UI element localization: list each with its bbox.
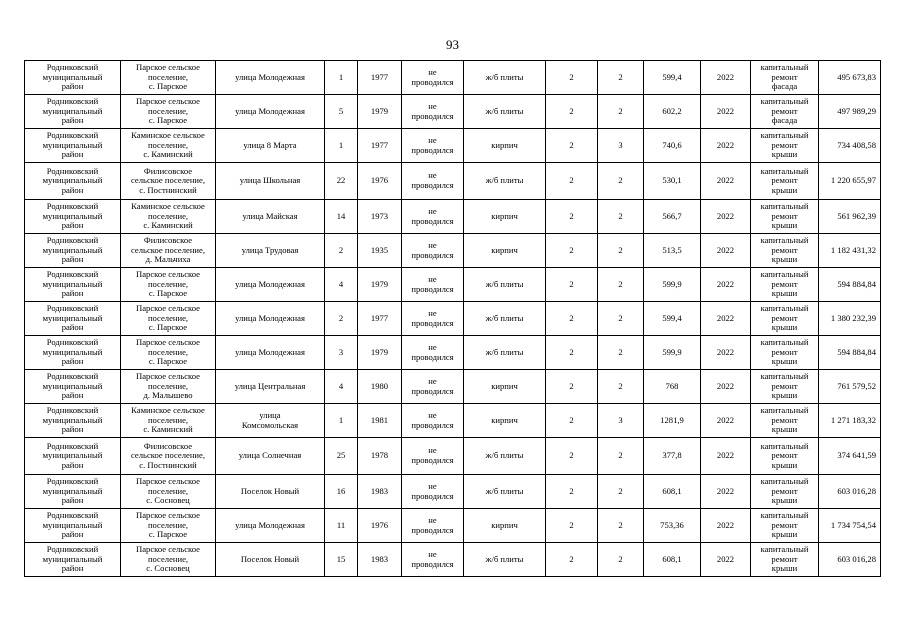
build-year-cell: 1983 [358, 543, 402, 577]
work-type-cell: капитальный ремонт крыши [751, 370, 819, 404]
district-cell: Родниковский муниципальный район [25, 404, 121, 438]
work-type-cell: капитальный ремонт крыши [751, 475, 819, 509]
cost-cell: 594 884,84 [819, 268, 881, 302]
plan-year-cell: 2022 [701, 475, 751, 509]
district-cell: Родниковский муниципальный район [25, 438, 121, 475]
street-cell: улица Молодежная [216, 509, 325, 543]
house-number-cell: 11 [325, 509, 358, 543]
build-year-cell: 1976 [358, 163, 402, 200]
floors-cell: 2 [546, 404, 598, 438]
district-cell: Родниковский муниципальный район [25, 61, 121, 95]
last-repair-cell: не проводился [402, 200, 464, 234]
build-year-cell: 1979 [358, 95, 402, 129]
last-repair-cell: не проводился [402, 438, 464, 475]
district-cell: Родниковский муниципальный район [25, 163, 121, 200]
house-number-cell: 14 [325, 200, 358, 234]
floors-cell: 2 [546, 234, 598, 268]
settlement-cell: Каминское сельское поселение, с. Каминский [121, 200, 216, 234]
area-cell: 566,7 [644, 200, 701, 234]
street-cell: улица Молодежная [216, 61, 325, 95]
cost-cell: 603 016,28 [819, 543, 881, 577]
entrances-cell: 2 [598, 234, 644, 268]
plan-year-cell: 2022 [701, 129, 751, 163]
table-row [25, 61, 881, 95]
street-cell: улица Солнечная [216, 438, 325, 475]
house-number-cell: 15 [325, 543, 358, 577]
house-number-cell: 2 [325, 234, 358, 268]
build-year-cell: 1978 [358, 438, 402, 475]
street-cell: улица Молодежная [216, 95, 325, 129]
work-type-cell: капитальный ремонт крыши [751, 200, 819, 234]
table-row [25, 509, 881, 543]
cost-cell: 1 220 655,97 [819, 163, 881, 200]
table-row [25, 302, 881, 336]
wall-material-cell: ж/б плиты [464, 336, 546, 370]
district-cell: Родниковский муниципальный район [25, 129, 121, 163]
wall-material-cell: кирпич [464, 509, 546, 543]
district-cell: Родниковский муниципальный район [25, 336, 121, 370]
build-year-cell: 1977 [358, 61, 402, 95]
plan-year-cell: 2022 [701, 95, 751, 129]
settlement-cell: Парское сельское поселение, с. Парское [121, 336, 216, 370]
table-row [25, 404, 881, 438]
table-row [25, 475, 881, 509]
street-cell: улица Комсомольская [216, 404, 325, 438]
district-cell: Родниковский муниципальный район [25, 234, 121, 268]
work-type-cell: капитальный ремонт крыши [751, 404, 819, 438]
wall-material-cell: ж/б плиты [464, 268, 546, 302]
cost-cell: 1 182 431,32 [819, 234, 881, 268]
cost-cell: 374 641,59 [819, 438, 881, 475]
settlement-cell: Филисовское сельское поселение, д. Мальчиха [121, 234, 216, 268]
settlement-cell: Филисовское сельское поселение, с. Постнинский [121, 438, 216, 475]
settlement-cell: Парское сельское поселение, с. Парское [121, 268, 216, 302]
area-cell: 599,4 [644, 61, 701, 95]
entrances-cell: 2 [598, 61, 644, 95]
settlement-cell: Филисовское сельское поселение, с. Постнинский [121, 163, 216, 200]
district-cell: Родниковский муниципальный район [25, 370, 121, 404]
settlement-cell: Каминское сельское поселение, с. Каминский [121, 129, 216, 163]
build-year-cell: 1981 [358, 404, 402, 438]
cost-cell: 594 884,84 [819, 336, 881, 370]
street-cell: Поселок Новый [216, 475, 325, 509]
street-cell: улица Молодежная [216, 336, 325, 370]
last-repair-cell: не проводился [402, 163, 464, 200]
table-row [25, 336, 881, 370]
plan-year-cell: 2022 [701, 404, 751, 438]
house-number-cell: 5 [325, 95, 358, 129]
last-repair-cell: не проводился [402, 543, 464, 577]
district-cell: Родниковский муниципальный район [25, 200, 121, 234]
build-year-cell: 1983 [358, 475, 402, 509]
last-repair-cell: не проводился [402, 475, 464, 509]
district-cell: Родниковский муниципальный район [25, 268, 121, 302]
work-type-cell: капитальный ремонт крыши [751, 438, 819, 475]
settlement-cell: Парское сельское поселение, с. Парское [121, 61, 216, 95]
floors-cell: 2 [546, 129, 598, 163]
wall-material-cell: ж/б плиты [464, 543, 546, 577]
floors-cell: 2 [546, 268, 598, 302]
plan-year-cell: 2022 [701, 163, 751, 200]
settlement-cell: Парское сельское поселение, д. Малышево [121, 370, 216, 404]
floors-cell: 2 [546, 200, 598, 234]
table-row [25, 163, 881, 200]
work-type-cell: капитальный ремонт крыши [751, 234, 819, 268]
district-cell: Родниковский муниципальный район [25, 302, 121, 336]
area-cell: 599,9 [644, 268, 701, 302]
last-repair-cell: не проводился [402, 404, 464, 438]
last-repair-cell: не проводился [402, 302, 464, 336]
last-repair-cell: не проводился [402, 95, 464, 129]
table-row [25, 129, 881, 163]
floors-cell: 2 [546, 163, 598, 200]
area-cell: 530,1 [644, 163, 701, 200]
wall-material-cell: ж/б плиты [464, 475, 546, 509]
floors-cell: 2 [546, 475, 598, 509]
plan-year-cell: 2022 [701, 268, 751, 302]
entrances-cell: 3 [598, 129, 644, 163]
build-year-cell: 1973 [358, 200, 402, 234]
cost-cell: 603 016,28 [819, 475, 881, 509]
settlement-cell: Парское сельское поселение, с. Сосновец [121, 475, 216, 509]
house-number-cell: 4 [325, 268, 358, 302]
wall-material-cell: ж/б плиты [464, 61, 546, 95]
house-number-cell: 1 [325, 404, 358, 438]
entrances-cell: 2 [598, 200, 644, 234]
cost-cell: 561 962,39 [819, 200, 881, 234]
floors-cell: 2 [546, 370, 598, 404]
area-cell: 513,5 [644, 234, 701, 268]
settlement-cell: Парское сельское поселение, с. Парское [121, 95, 216, 129]
floors-cell: 2 [546, 543, 598, 577]
build-year-cell: 1976 [358, 509, 402, 543]
street-cell: улица Трудовая [216, 234, 325, 268]
area-cell: 740,6 [644, 129, 701, 163]
table-row [25, 543, 881, 577]
table-row [25, 95, 881, 129]
plan-year-cell: 2022 [701, 302, 751, 336]
settlement-cell: Парское сельское поселение, с. Парское [121, 509, 216, 543]
build-year-cell: 1979 [358, 336, 402, 370]
cost-cell: 1 734 754,54 [819, 509, 881, 543]
last-repair-cell: не проводился [402, 129, 464, 163]
street-cell: улица Майская [216, 200, 325, 234]
entrances-cell: 2 [598, 370, 644, 404]
cost-cell: 495 673,83 [819, 61, 881, 95]
last-repair-cell: не проводился [402, 336, 464, 370]
floors-cell: 2 [546, 438, 598, 475]
build-year-cell: 1977 [358, 129, 402, 163]
wall-material-cell: кирпич [464, 200, 546, 234]
wall-material-cell: ж/б плиты [464, 438, 546, 475]
entrances-cell: 2 [598, 163, 644, 200]
wall-material-cell: ж/б плиты [464, 302, 546, 336]
entrances-cell: 2 [598, 543, 644, 577]
district-cell: Родниковский муниципальный район [25, 543, 121, 577]
work-type-cell: капитальный ремонт крыши [751, 129, 819, 163]
table-row [25, 438, 881, 475]
floors-cell: 2 [546, 95, 598, 129]
plan-year-cell: 2022 [701, 438, 751, 475]
entrances-cell: 2 [598, 438, 644, 475]
page-number: 93 [446, 37, 459, 52]
wall-material-cell: кирпич [464, 404, 546, 438]
last-repair-cell: не проводился [402, 268, 464, 302]
house-number-cell: 1 [325, 61, 358, 95]
housing-repair-table [24, 60, 881, 577]
last-repair-cell: не проводился [402, 370, 464, 404]
wall-material-cell: ж/б плиты [464, 95, 546, 129]
area-cell: 1281,9 [644, 404, 701, 438]
build-year-cell: 1979 [358, 268, 402, 302]
floors-cell: 2 [546, 302, 598, 336]
plan-year-cell: 2022 [701, 543, 751, 577]
entrances-cell: 2 [598, 268, 644, 302]
wall-material-cell: кирпич [464, 129, 546, 163]
work-type-cell: капитальный ремонт крыши [751, 268, 819, 302]
district-cell: Родниковский муниципальный район [25, 509, 121, 543]
wall-material-cell: кирпич [464, 370, 546, 404]
district-cell: Родниковский муниципальный район [25, 475, 121, 509]
build-year-cell: 1980 [358, 370, 402, 404]
house-number-cell: 16 [325, 475, 358, 509]
floors-cell: 2 [546, 61, 598, 95]
area-cell: 753,36 [644, 509, 701, 543]
plan-year-cell: 2022 [701, 61, 751, 95]
cost-cell: 1 380 232,39 [819, 302, 881, 336]
plan-year-cell: 2022 [701, 200, 751, 234]
entrances-cell: 2 [598, 509, 644, 543]
entrances-cell: 2 [598, 475, 644, 509]
entrances-cell: 2 [598, 336, 644, 370]
floors-cell: 2 [546, 509, 598, 543]
cost-cell: 761 579,52 [819, 370, 881, 404]
plan-year-cell: 2022 [701, 370, 751, 404]
build-year-cell: 1935 [358, 234, 402, 268]
settlement-cell: Каминское сельское поселение, с. Каминский [121, 404, 216, 438]
build-year-cell: 1977 [358, 302, 402, 336]
house-number-cell: 1 [325, 129, 358, 163]
last-repair-cell: не проводился [402, 61, 464, 95]
area-cell: 599,4 [644, 302, 701, 336]
house-number-cell: 22 [325, 163, 358, 200]
work-type-cell: капитальный ремонт крыши [751, 302, 819, 336]
street-cell: улица Центральная [216, 370, 325, 404]
wall-material-cell: ж/б плиты [464, 163, 546, 200]
entrances-cell: 2 [598, 302, 644, 336]
settlement-cell: Парское сельское поселение, с. Парское [121, 302, 216, 336]
work-type-cell: капитальный ремонт фасада [751, 61, 819, 95]
street-cell: улица Молодежная [216, 268, 325, 302]
area-cell: 377,8 [644, 438, 701, 475]
last-repair-cell: не проводился [402, 234, 464, 268]
floors-cell: 2 [546, 336, 598, 370]
house-number-cell: 2 [325, 302, 358, 336]
house-number-cell: 25 [325, 438, 358, 475]
cost-cell: 1 271 183,32 [819, 404, 881, 438]
plan-year-cell: 2022 [701, 509, 751, 543]
work-type-cell: капитальный ремонт крыши [751, 543, 819, 577]
house-number-cell: 4 [325, 370, 358, 404]
work-type-cell: капитальный ремонт крыши [751, 336, 819, 370]
table-row [25, 370, 881, 404]
street-cell: улица Молодежная [216, 302, 325, 336]
area-cell: 608,1 [644, 543, 701, 577]
cost-cell: 734 408,58 [819, 129, 881, 163]
street-cell: Поселок Новый [216, 543, 325, 577]
settlement-cell: Парское сельское поселение, с. Сосновец [121, 543, 216, 577]
street-cell: улица 8 Марта [216, 129, 325, 163]
area-cell: 608,1 [644, 475, 701, 509]
work-type-cell: капитальный ремонт крыши [751, 163, 819, 200]
work-type-cell: капитальный ремонт крыши [751, 509, 819, 543]
district-cell: Родниковский муниципальный район [25, 95, 121, 129]
cost-cell: 497 989,29 [819, 95, 881, 129]
area-cell: 599,9 [644, 336, 701, 370]
last-repair-cell: не проводился [402, 509, 464, 543]
entrances-cell: 3 [598, 404, 644, 438]
table-row [25, 234, 881, 268]
area-cell: 602,2 [644, 95, 701, 129]
table-row [25, 200, 881, 234]
table-row [25, 268, 881, 302]
street-cell: улица Школьная [216, 163, 325, 200]
area-cell: 768 [644, 370, 701, 404]
house-number-cell: 3 [325, 336, 358, 370]
work-type-cell: капитальный ремонт фасада [751, 95, 819, 129]
plan-year-cell: 2022 [701, 336, 751, 370]
plan-year-cell: 2022 [701, 234, 751, 268]
entrances-cell: 2 [598, 95, 644, 129]
wall-material-cell: кирпич [464, 234, 546, 268]
